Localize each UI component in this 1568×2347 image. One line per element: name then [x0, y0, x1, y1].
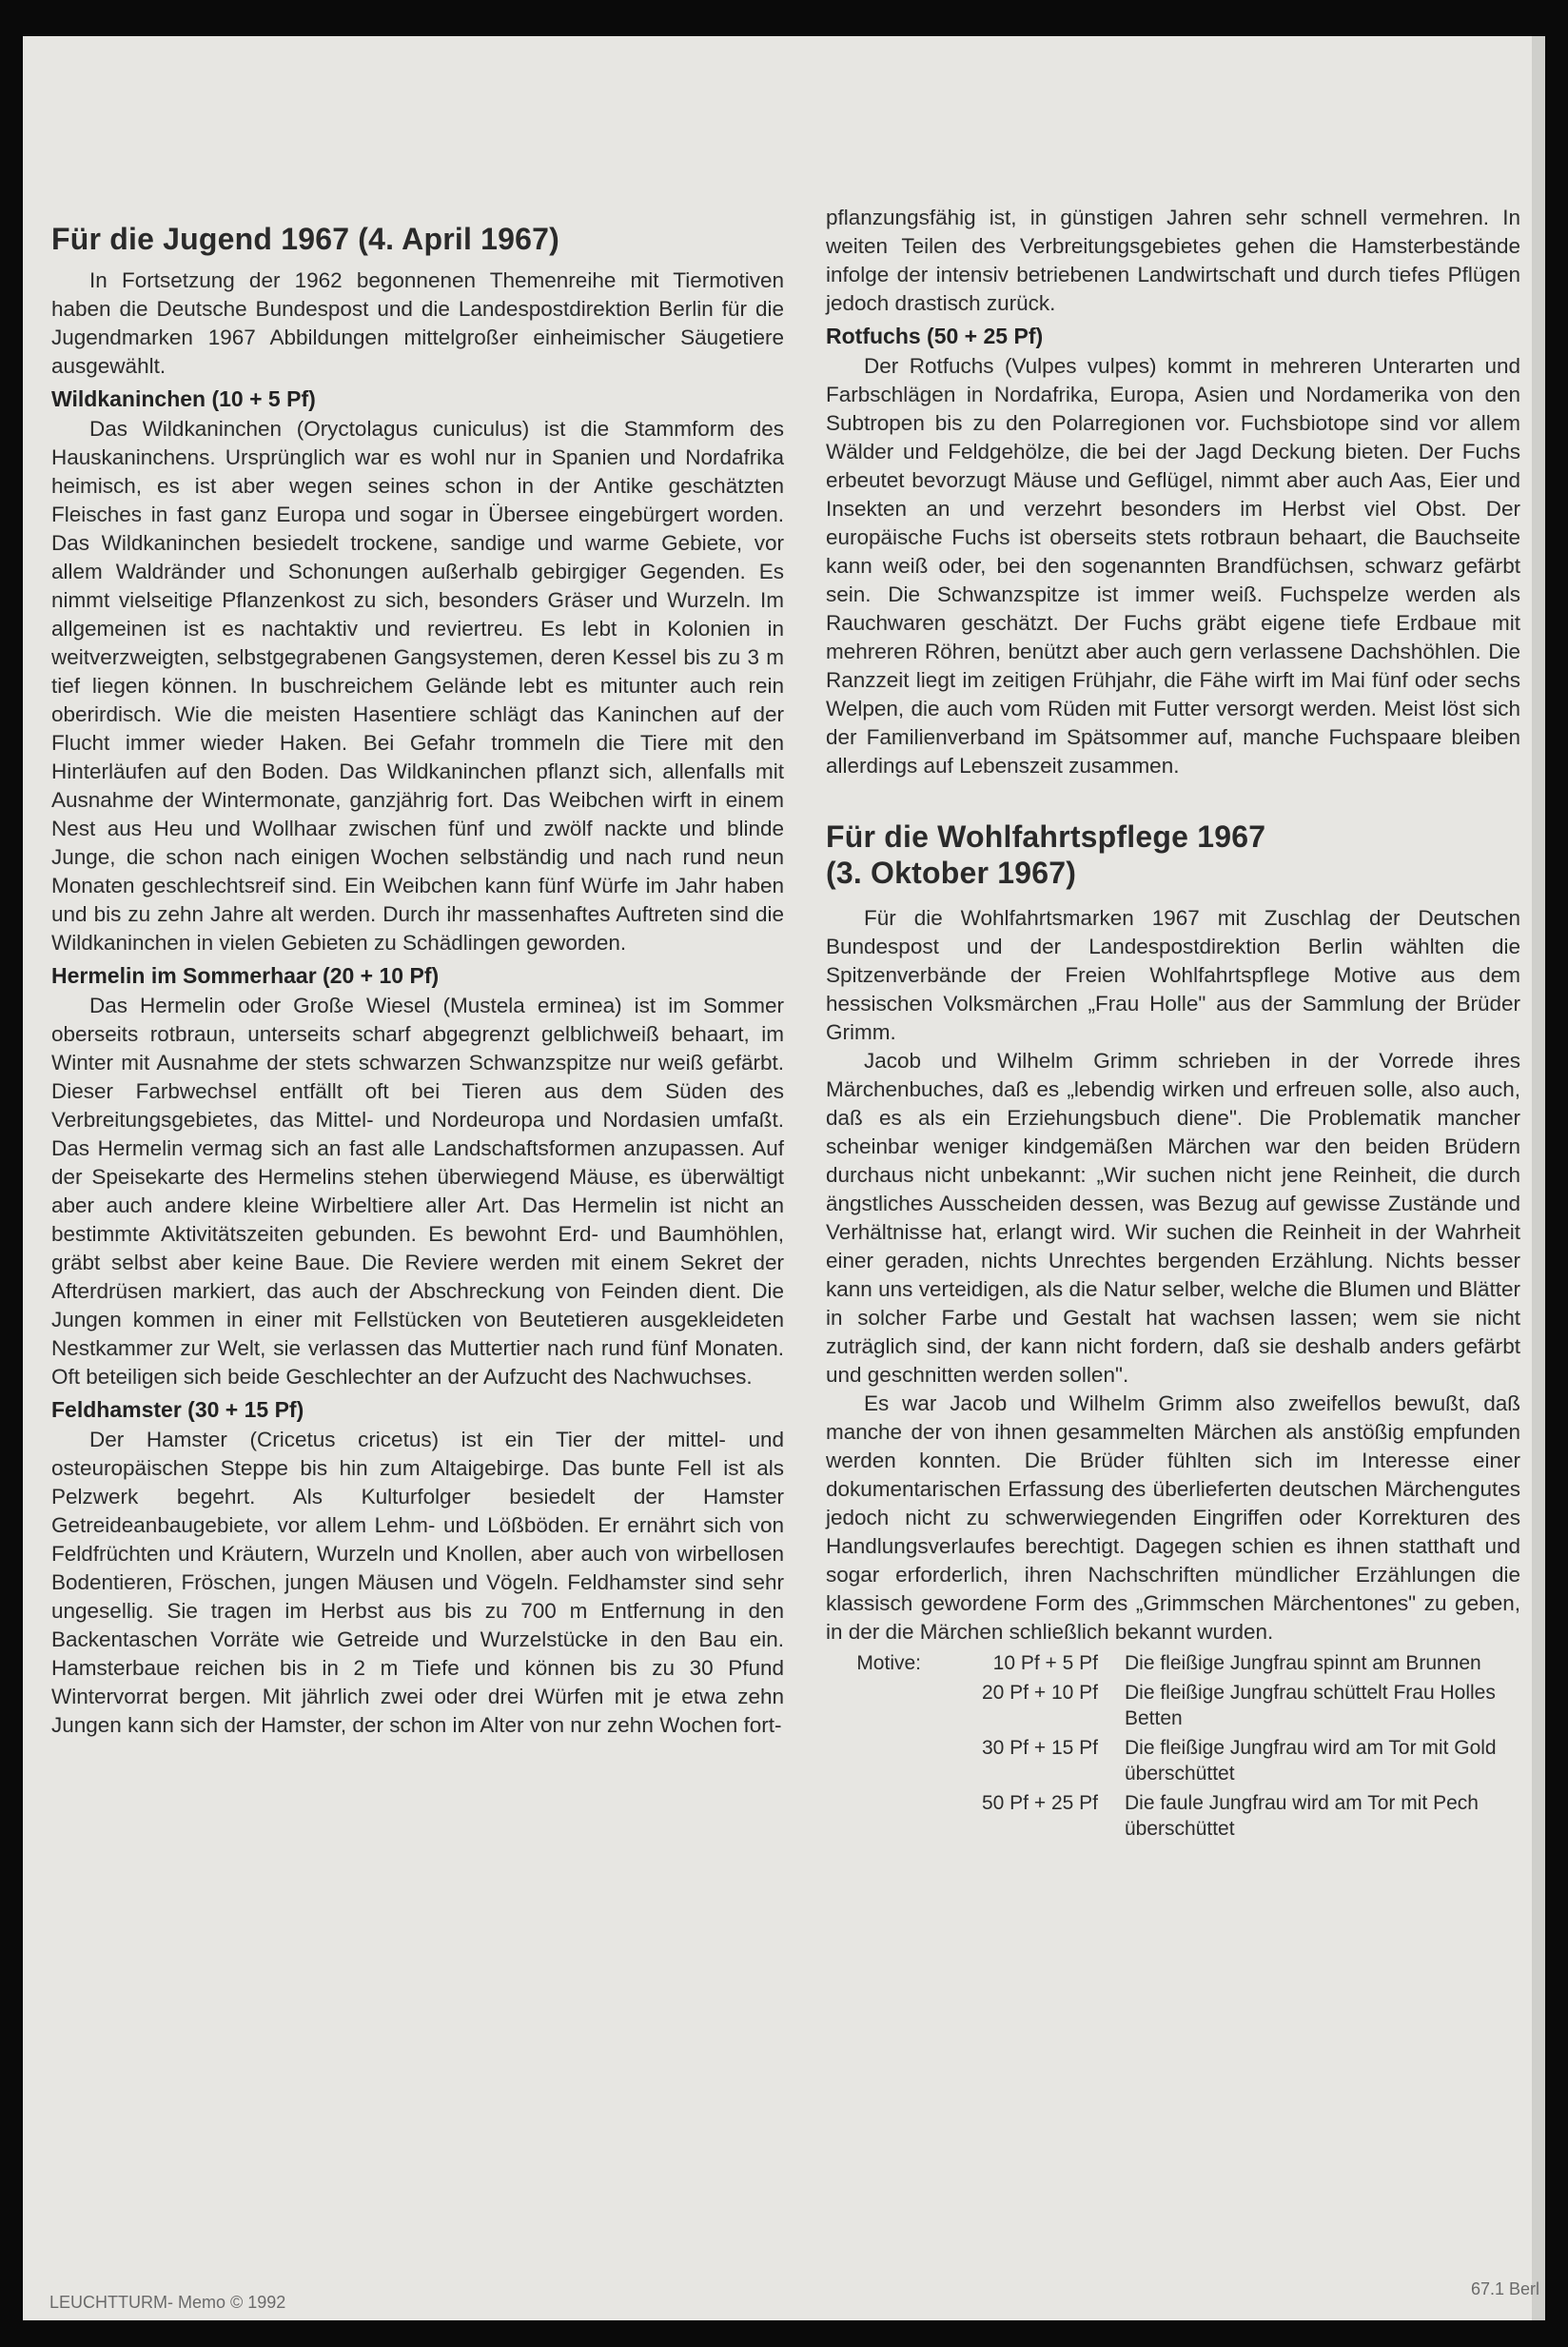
- motive-description: Die faule Jungfrau wird am Tor mit Pech überschüttet: [1125, 1792, 1479, 1840]
- article-title-line2: (3. Oktober 1967): [826, 856, 1077, 890]
- footer-page-number: 67.1 Berl: [1470, 2279, 1539, 2298]
- wohlfahrt-paragraph-3: Es war Jacob und Wilhelm Grimm also zweifellos bewußt, daß manche der von ihnen gesammelten Märchen als anstößig empfunden werden konnten. Die Brüder fühlten sich im Interesse einer dokumentarischen Erfassung des überlieferten deutschen Märchengutes jedoch nicht zu schwerwiegenden Eingriffen oder Korrekturen des Handlungsverlaufes berechtigt. Dagegen schien es ihnen statthaft und sogar erforderlich, ihren Nachschriften mündlicher Erzählungen die klassisch gewordene Form des „Grimmschen Märchentones" zu geben, in der die Märchen schließlich bekannt wurden.: [826, 1391, 1520, 1644]
- motive-row: [826, 1790, 1520, 1842]
- motive-row: [826, 1735, 1520, 1786]
- section-text-wildkaninchen: Das Wildkaninchen (Oryctolagus cuniculus) ist die Stammform des Hauskaninchens. Ursprünglich war es wohl nur in Spanien und Nordafrika heimisch, es ist aber wegen seines schon in der Antike geschätzten Fleisches in fast ganz Europa und sogar in Übersee eingebürgert worden. Das Wildkaninchen besiedelt trockene, sandige und warme Gebiete, vor allem Waldränder und Schonungen außerhalb gebirgiger Gegenden. Es nimmt vielseitige Pflanzenkost zu sich, besonders Gräser und Wurzeln. Im allgemeinen ist es nachtaktiv und reviertreu. Es lebt in Kolonien in weitverzweigten, selbstgegrabenen Gangsystemen, deren Kessel bis zu 3 m tief liegen können. In buschreichem Gelände lebt es mitunter auch rein oberirdisch. Wie die meisten Hasentiere schlägt das Kaninchen auf der Flucht immer wieder Haken. Bei Gefahr trommeln die Tiere mit den Hinterläufen auf den Boden. Das Wildkaninchen pflanzt sich, allenfalls mit Ausnahme der Wintermonate, ganzjährig fort. Das Weibchen wirft in einem Nest aus Heu und Wollhaar zwischen fünf und zwölf nackte und blinde Junge, die schon nach einigen Wochen selbständig und nach rund neun Monaten geschlechtsreif sind. Ein Weibchen kann fünf Würfe im Jahr haben und bis zu zehn Jahre alt werden. Durch ihr massenhaftes Auftreten sind die Wildkaninchen in vielen Gebieten zu Schädlingen geworden.: [51, 417, 784, 955]
- motive-value: 50 Pf + 25 Pf: [981, 1792, 1098, 1814]
- section-heading-feldhamster: Feldhamster (30 + 15 Pf): [51, 1397, 304, 1422]
- motive-row: [826, 1650, 1520, 1676]
- album-page: [23, 36, 1545, 2320]
- article-title-wohlfahrt: [826, 818, 1520, 891]
- left-column: [51, 221, 784, 1740]
- footer-publisher: LEUCHTTURM- Memo © 1992: [49, 2293, 286, 2312]
- spacer: [826, 780, 1520, 818]
- section-text-hermelin: Das Hermelin oder Große Wiesel (Mustela erminea) ist im Sommer oberseits rotbraun, unterseits scharf abgegrenzt gelblichweiß behaart, im Winter mit Ausnahme der stets schwarzen Schwanzspitze nur weiß gefärbt. Dieser Farbwechsel entfällt oft bei Tieren aus dem Süden des Verbreitungsgebietes, das Mittel- und Nordeuropa und Nordasien umfaßt. Das Hermelin vermag sich an fast alle Landschaftsformen anzupassen. Auf der Speisekarte des Hermelins stehen überwiegend Mäuse, es überwältigt aber auch andere kleine Wirbeltiere aller Art. Das Hermelin ist nicht an bestimmte Aktivitätszeiten gebunden. Es bewohnt Erd- und Baumhöhlen, gräbt selbst aber keine Baue. Die Reviere werden mit einem Sekret der Afterdrüsen markiert, das auch der Abschreckung von Feinden dient. Die Jungen kommen in einer mit Fellstücken von Beutetieren ausgekleideten Nestkammer zur Welt, sie verlassen das Muttertier nach rund fünf Monaten. Oft beteiligen sich beide Geschlechter an der Aufzucht des Nachwuchses.: [51, 994, 784, 1389]
- motives-list: [826, 1650, 1520, 1842]
- section-heading-wildkaninchen: Wildkaninchen (10 + 5 Pf): [51, 386, 316, 411]
- article-title-line1: Für die Wohlfahrtspflege 1967: [826, 819, 1266, 854]
- page-edge: [1532, 36, 1545, 2320]
- section-text-feldhamster: Der Hamster (Cricetus cricetus) ist ein Tier der mittel- und osteuropäischen Steppe bis hin zum Altaigebirge. Das bunte Fell ist als Pelzwerk begehrt. Als Kulturfolger besiedelt der Hamster Getreideanbaugebiete, vor allem Lehm- und Lößböden. Er ernährt sich von Feldfrüchten und Kräutern, Wurzeln und Knollen, aber auch von wirbellosen Bodentieren, Fröschen, jungen Mäusen und Vögeln. Feldhamster sind sehr ungesellig. Sie tragen im Herbst aus bis zu 700 m Entfernung in den Backentaschen Vorräte wie Getreide und Wurzelstücke in den Bau ein. Hamsterbaue reichen bis in 2 m Tiefe und können bis zu 30 Pfund Wintervorrat bergen. Mit jährlich zwei oder drei Würfen mit je etwa zehn Jungen kann sich der Hamster, der schon im Alter von nur zehn Wochen fort-: [51, 1428, 784, 1737]
- section-text-rotfuchs: Der Rotfuchs (Vulpes vulpes) kommt in mehreren Unterarten und Farbschlägen in Nordafrika, Europa, Asien und Nordamerika von den Subtropen bis zu den Polarregionen vor. Fuchsbiotope sind vor allem Wälder und Feldgehölze, die bei der Jagd Deckung bieten. Der Fuchs erbeutet bevorzugt Mäuse und Geflügel, nimmt aber auch Aas, Eier und Insekten an und verzehrt besonders im Herbst viel Obst. Der europäische Fuchs ist oberseits stets rotbraun behaart, die Bauchseite kann weiß oder, bei den sogenannten Brandfüchsen, schwarz gefärbt sein. Die Schwanzspitze ist immer weiß. Fuchspelze werden als Rauchwaren geschätzt. Der Fuchs gräbt eigene tiefe Erdbaue mit mehreren Röhren, benützt aber auch gern verlassene Dachshöhlen. Die Ranzzeit liegt im zeitigen Frühjahr, die Fähe wirft im Mai fünf oder sechs Welpen, die auch vom Rüden mit Futter versorgt werden. Meist löst sich der Familienverband im Spätsommer auf, manche Fuchspaare bleiben allerdings auf Lebenszeit zusammen.: [826, 354, 1520, 778]
- right-column: [826, 204, 1520, 1845]
- motive-row: [826, 1680, 1520, 1731]
- wohlfahrt-paragraph-1: Für die Wohlfahrtsmarken 1967 mit Zuschlag der Deutschen Bundespost und der Landespostdirektion Berlin wählten die Spitzenverbände der Freien Wohlfahrtspflege Motive aus dem hessischen Volksmärchen „Frau Holle" aus der Sammlung der Brüder Grimm.: [826, 906, 1520, 1044]
- motive-description: Die fleißige Jungfrau wird am Tor mit Gold überschüttet: [1125, 1737, 1497, 1785]
- motive-value: 30 Pf + 15 Pf: [981, 1737, 1098, 1759]
- section-heading-hermelin: Hermelin im Sommerhaar (20 + 10 Pf): [51, 963, 440, 988]
- section-heading-rotfuchs: Rotfuchs (50 + 25 Pf): [826, 324, 1044, 348]
- motive-value: 20 Pf + 10 Pf: [981, 1682, 1098, 1704]
- motive-value: 10 Pf + 5 Pf: [992, 1652, 1098, 1674]
- motives-label: Motive:: [856, 1652, 921, 1674]
- article-title-jugend: Für die Jugend 1967 (4. April 1967): [51, 222, 559, 256]
- continuation-paragraph: pflanzungsfähig ist, in günstigen Jahren sehr schnell vermehren. In weiten Teilen des Verbreitungsgebietes gehen die Hamsterbestände infolge der intensiv betriebenen Landwirtschaft und durch tiefes Pflügen jedoch drastisch zurück.: [826, 206, 1520, 315]
- intro-paragraph: In Fortsetzung der 1962 begonnenen Themenreihe mit Tiermotiven haben die Deutsche Bundespost und die Landespostdirektion Berlin für die Jugendmarken 1967 Abbildungen mittelgroßer einheimischer Säugetiere ausgewählt.: [51, 268, 784, 378]
- motive-description: Die fleißige Jungfrau schüttelt Frau Holles Betten: [1125, 1682, 1496, 1729]
- motive-description: Die fleißige Jungfrau spinnt am Brunnen: [1125, 1652, 1481, 1674]
- wohlfahrt-paragraph-2: Jacob und Wilhelm Grimm schrieben in der Vorrede ihres Märchenbuches, daß es „lebendig wirken und erfreuen solle, also auch, daß es als ein Erziehungsbuch diene". Die Problematik mancher scheinbar weniger kindgemäßen Märchen war den beiden Brüdern durchaus nicht unbekannt: „Wir suchen nicht jene Reinheit, die durch ängstliches Ausscheiden dessen, was Bezug auf gewisse Zustände und Verhältnisse hat, erlangt wird. Wir suchen die Reinheit in der Wahrheit einer geraden, nichts Unrechtes bergenden Erzählung. Nichts besser kann uns verteidigen, als die Natur selber, welche die Blumen und Blätter in solcher Farbe und Gestalt hat wachsen lassen; wem sie nicht zuträglich sind, der kann nicht fordern, daß sie deshalb anders gefärbt und geschnitten werden sollen".: [826, 1049, 1520, 1387]
